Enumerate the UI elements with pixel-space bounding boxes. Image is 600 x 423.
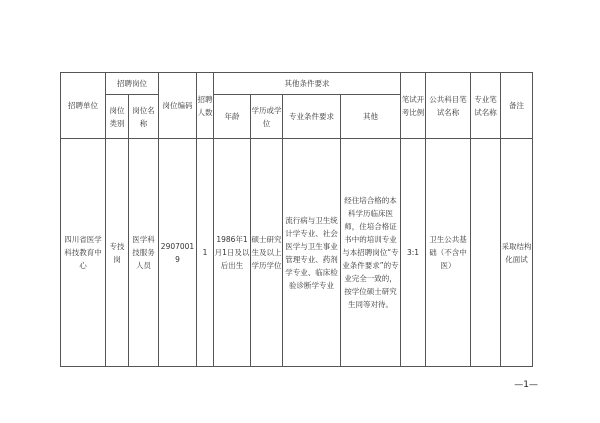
header-headcount: 招聘人数 bbox=[197, 73, 214, 139]
header-other: 其他 bbox=[341, 95, 401, 139]
cell-unit: 四川省医学科技教育中心 bbox=[61, 139, 106, 367]
header-position-code: 岗位编码 bbox=[159, 73, 197, 139]
header-position-group: 招聘岗位 bbox=[106, 73, 159, 95]
header-unit: 招聘单位 bbox=[61, 73, 106, 139]
cell-degree: 硕士研究生及以上学历学位 bbox=[251, 139, 283, 367]
table-row bbox=[61, 139, 533, 367]
header-degree: 学历或学位 bbox=[251, 95, 283, 139]
header-pro-subject: 专业笔试名称 bbox=[471, 73, 501, 139]
cell-headcount: 1 bbox=[197, 139, 214, 367]
cell-public-subject: 卫生公共基础（不含中医） bbox=[426, 139, 471, 367]
cell-remarks: 采取结构化面试 bbox=[501, 139, 533, 367]
header-row-1 bbox=[61, 73, 533, 95]
cell-written-ratio: 3:1 bbox=[401, 139, 426, 367]
header-position-name: 岗位名称 bbox=[129, 95, 159, 139]
cell-position-name: 医学科技服务人员 bbox=[129, 139, 159, 367]
header-age: 年龄 bbox=[214, 95, 251, 139]
header-public-subject: 公共科目笔试名称 bbox=[426, 73, 471, 139]
header-major: 专业条件要求 bbox=[283, 95, 341, 139]
recruitment-table bbox=[60, 72, 533, 367]
page-number: —1— bbox=[514, 380, 538, 390]
cell-position-type: 专技岗 bbox=[106, 139, 129, 367]
cell-other: 经住培合格的本科学历临床医师，住培合格证书中的培训专业与本招聘岗位“专业条件要求”的专业完全一致的，按学位硕士研究生同等对待。 bbox=[341, 139, 401, 367]
cell-pro-subject bbox=[471, 139, 501, 367]
cell-position-code: 29070019 bbox=[159, 139, 197, 367]
cell-age: 1986年1月1日及以后出生 bbox=[214, 139, 251, 367]
header-written-ratio: 笔试开考比例 bbox=[401, 73, 426, 139]
cell-major: 流行病与卫生统计学专业、社会医学与卫生事业管理专业、药剂学专业、临床检验诊断学专业 bbox=[283, 139, 341, 367]
header-other-requirements: 其他条件要求 bbox=[214, 73, 401, 95]
header-remarks: 备注 bbox=[501, 73, 533, 139]
header-position-type: 岗位类别 bbox=[106, 95, 129, 139]
